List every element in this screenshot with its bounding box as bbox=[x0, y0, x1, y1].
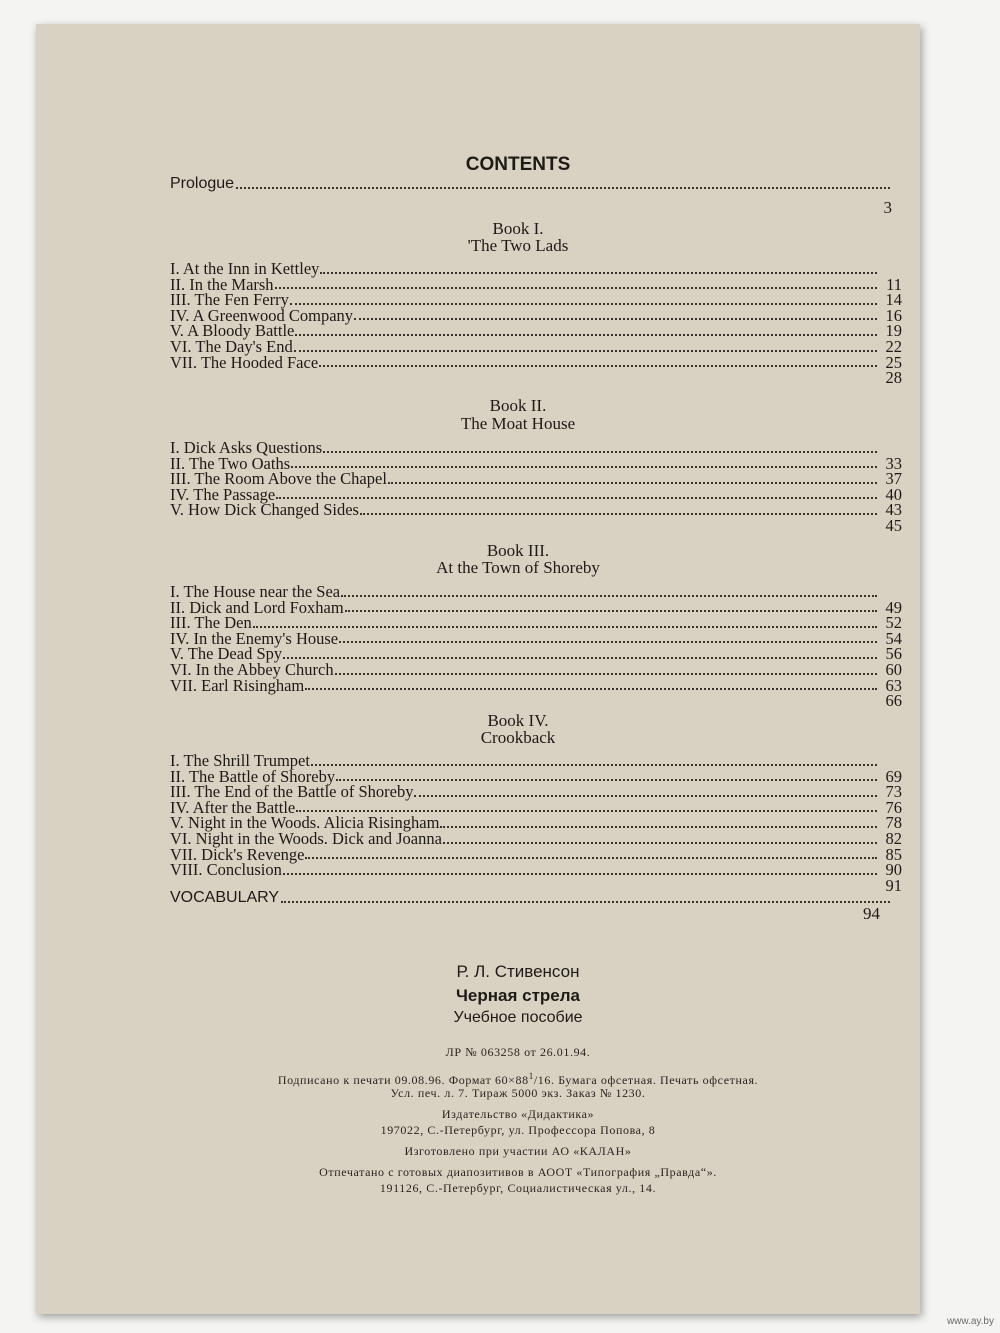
dot-leader bbox=[341, 595, 877, 597]
book-subtitle: The Moat House bbox=[460, 414, 576, 433]
chapter-page: 90 bbox=[885, 860, 902, 880]
chapter-title: III. The Room Above the Chapel bbox=[170, 469, 387, 489]
dot-leader bbox=[283, 873, 877, 875]
dot-leader bbox=[319, 365, 877, 367]
imprint-signed bbox=[76, 1069, 960, 1087]
chapter-title: III. The Den bbox=[170, 613, 252, 633]
chapter-line bbox=[170, 471, 902, 487]
chapter-title: VI. In the Abbey Church bbox=[170, 659, 334, 679]
imprint-print-details: Усл. печ. л. 7. Тираж 5000 экз. Заказ № 1230. bbox=[390, 1086, 646, 1100]
dot-leader bbox=[339, 641, 877, 643]
imprint-publisher-address: 197022, С.-Петербург, ул. Профессора Попова, 8 bbox=[380, 1123, 656, 1137]
toc-entry-label: VOCABULARY bbox=[170, 889, 280, 906]
chapter-title: II. Dick and Lord Foxham bbox=[170, 597, 344, 617]
chapter-line bbox=[170, 693, 902, 709]
book-subtitle: At the Town of Shoreby bbox=[436, 558, 600, 577]
chapter-page: 56 bbox=[885, 644, 902, 664]
dot-leader bbox=[305, 857, 877, 859]
imprint-signed-suffix: /16. Бумага офсетная. Печать офсетная. bbox=[533, 1073, 759, 1087]
chapter-page: 19 bbox=[885, 321, 902, 341]
chapter-line bbox=[170, 352, 902, 372]
toc-entry-page: 94 bbox=[863, 904, 880, 923]
chapter-title: IV. A Greenwood Company bbox=[170, 305, 354, 325]
chapter-page: 66 bbox=[885, 691, 902, 711]
imprint-manufactured: Изготовлено при участии АО «КАЛАН» bbox=[404, 1144, 632, 1158]
imprint-printed: Отпечатано с готовых диапозитивов в АООТ «Типография „Правда“». bbox=[319, 1165, 717, 1179]
chapter-title: VII. Dick's Revenge bbox=[170, 844, 305, 864]
chapter-title: I. The House near the Sea bbox=[170, 582, 341, 601]
chapter-page: 43 bbox=[885, 500, 902, 520]
chapter-title: VII. Earl Risingham bbox=[170, 675, 305, 695]
chapter-page: 40 bbox=[885, 484, 902, 504]
imprint-format-sup: 1 bbox=[528, 1071, 534, 1081]
dot-leader bbox=[440, 826, 877, 828]
colophon-book-title: Черная стрела bbox=[455, 986, 581, 1005]
chapter-line bbox=[170, 862, 902, 878]
chapter-page: 63 bbox=[885, 675, 902, 695]
chapter-title: I. The Shrill Trumpet bbox=[170, 751, 310, 770]
dot-leader bbox=[354, 318, 877, 320]
chapter-page: 16 bbox=[885, 305, 902, 325]
chapter-page: 22 bbox=[885, 336, 902, 356]
chapter-page: 73 bbox=[885, 782, 902, 802]
dot-leader bbox=[276, 497, 877, 499]
dot-leader bbox=[320, 272, 877, 274]
chapter-title: VI. The Day's End bbox=[170, 336, 293, 356]
dot-leader bbox=[295, 334, 877, 336]
chapter-title: I. Dick Asks Questions bbox=[170, 438, 323, 457]
imprint-license: ЛР № 063258 от 26.01.94. bbox=[445, 1045, 591, 1059]
chapter-title: V. How Dick Changed Sides bbox=[170, 500, 359, 520]
chapter-page: 33 bbox=[885, 453, 902, 473]
toc-page-prologue bbox=[856, 198, 892, 218]
imprint-publisher: Издательство «Дидактика» bbox=[441, 1107, 595, 1121]
book-1-chapters bbox=[170, 261, 902, 386]
dot-leader bbox=[414, 795, 877, 797]
chapter-page: 28 bbox=[885, 368, 902, 388]
chapter-title: V. A Bloody Battle bbox=[170, 321, 295, 341]
chapter-title: IV. In the Enemy's House bbox=[170, 628, 339, 648]
colophon-author: Р. Л. Стивенсон bbox=[456, 962, 580, 981]
chapter-page: 60 bbox=[885, 659, 902, 679]
chapter-page: 25 bbox=[885, 352, 902, 372]
dot-leader bbox=[305, 688, 877, 690]
dot-leader bbox=[294, 350, 877, 352]
dot-leader bbox=[253, 626, 877, 628]
chapter-title: III. The End of the Battle of Shoreby bbox=[170, 782, 414, 802]
dot-leader bbox=[335, 673, 877, 675]
toc-entry-page: 3 bbox=[883, 198, 892, 217]
chapter-line bbox=[170, 370, 902, 386]
chapter-title: IV. The Passage bbox=[170, 484, 276, 504]
chapter-title: IV. After the Battle bbox=[170, 797, 296, 817]
chapter-page: 85 bbox=[885, 844, 902, 864]
chapter-page: 82 bbox=[885, 828, 902, 848]
chapter-line bbox=[170, 261, 902, 277]
dot-leader bbox=[323, 451, 877, 453]
dot-leader bbox=[290, 303, 877, 305]
dot-leader bbox=[275, 287, 877, 289]
dot-leader bbox=[311, 764, 877, 766]
book-heading: Book I. bbox=[492, 219, 544, 238]
dot-leader bbox=[388, 482, 877, 484]
chapter-title: II. In the Marsh bbox=[170, 274, 274, 294]
chapter-page: 14 bbox=[885, 290, 902, 310]
book-heading: Book IV. bbox=[487, 711, 549, 730]
chapter-title: II. The Battle of Shoreby bbox=[170, 766, 336, 786]
chapter-title: V. Night in the Woods. Alicia Risingham bbox=[170, 813, 440, 833]
dot-leader bbox=[236, 187, 890, 189]
book-heading: Book III. bbox=[486, 541, 550, 560]
imprint-signed-prefix: Подписано к печати 09.08.96. Формат 60×88 bbox=[277, 1073, 529, 1087]
toc-entry-label: Prologue bbox=[170, 175, 235, 192]
dot-leader bbox=[336, 779, 877, 781]
chapter-title: II. The Two Oaths bbox=[170, 453, 291, 473]
dot-leader bbox=[281, 901, 890, 903]
chapter-page: 76 bbox=[885, 797, 902, 817]
dot-leader bbox=[283, 657, 877, 659]
chapter-page: 91 bbox=[885, 875, 902, 895]
book-heading: Book II. bbox=[489, 396, 547, 415]
chapter-page: 54 bbox=[885, 628, 902, 648]
chapter-page: 52 bbox=[885, 613, 902, 633]
chapter-title: VI. Night in the Woods. Dick and Joanna bbox=[170, 828, 442, 848]
chapter-page: 49 bbox=[885, 597, 902, 617]
toc-entry-prologue bbox=[170, 174, 892, 194]
book-2-chapters bbox=[170, 440, 902, 534]
chapter-page: 45 bbox=[885, 515, 902, 535]
book-subtitle: 'The Two Lads bbox=[467, 236, 569, 255]
chapter-page: 37 bbox=[885, 469, 902, 489]
book-3-chapters bbox=[170, 584, 902, 709]
toc-page-vocabulary bbox=[836, 904, 880, 924]
dot-leader bbox=[291, 466, 877, 468]
chapter-title: V. The Dead Spy bbox=[170, 644, 283, 664]
dot-leader bbox=[296, 810, 877, 812]
book-page bbox=[36, 24, 920, 1314]
toc-entry-vocabulary bbox=[170, 888, 892, 908]
colophon-book-type: Учебное пособие bbox=[453, 1009, 583, 1026]
chapter-title: III. The Fen Ferry bbox=[170, 290, 289, 310]
contents-title: CONTENTS bbox=[465, 154, 571, 175]
chapter-line bbox=[170, 502, 902, 518]
chapter-line bbox=[170, 515, 902, 535]
chapter-line bbox=[170, 597, 902, 617]
chapter-title: I. At the Inn in Kettley bbox=[170, 259, 320, 278]
chapter-page: 78 bbox=[885, 813, 902, 833]
dot-leader bbox=[345, 610, 877, 612]
chapter-title: VII. The Hooded Face bbox=[170, 352, 319, 372]
watermark: www.ay.by bbox=[946, 1316, 994, 1327]
chapter-page: 11 bbox=[886, 274, 902, 294]
dot-leader bbox=[443, 842, 877, 844]
dot-leader bbox=[360, 513, 877, 515]
book-4-chapters bbox=[170, 727, 902, 893]
imprint-printer-address: 191126, С.-Петербург, Социалистическая ул., 14. bbox=[379, 1181, 657, 1195]
chapter-title: VIII. Conclusion bbox=[170, 860, 282, 880]
chapter-line bbox=[170, 675, 902, 695]
chapter-page: 69 bbox=[885, 766, 902, 786]
book-subtitle: Crookback bbox=[480, 728, 556, 747]
